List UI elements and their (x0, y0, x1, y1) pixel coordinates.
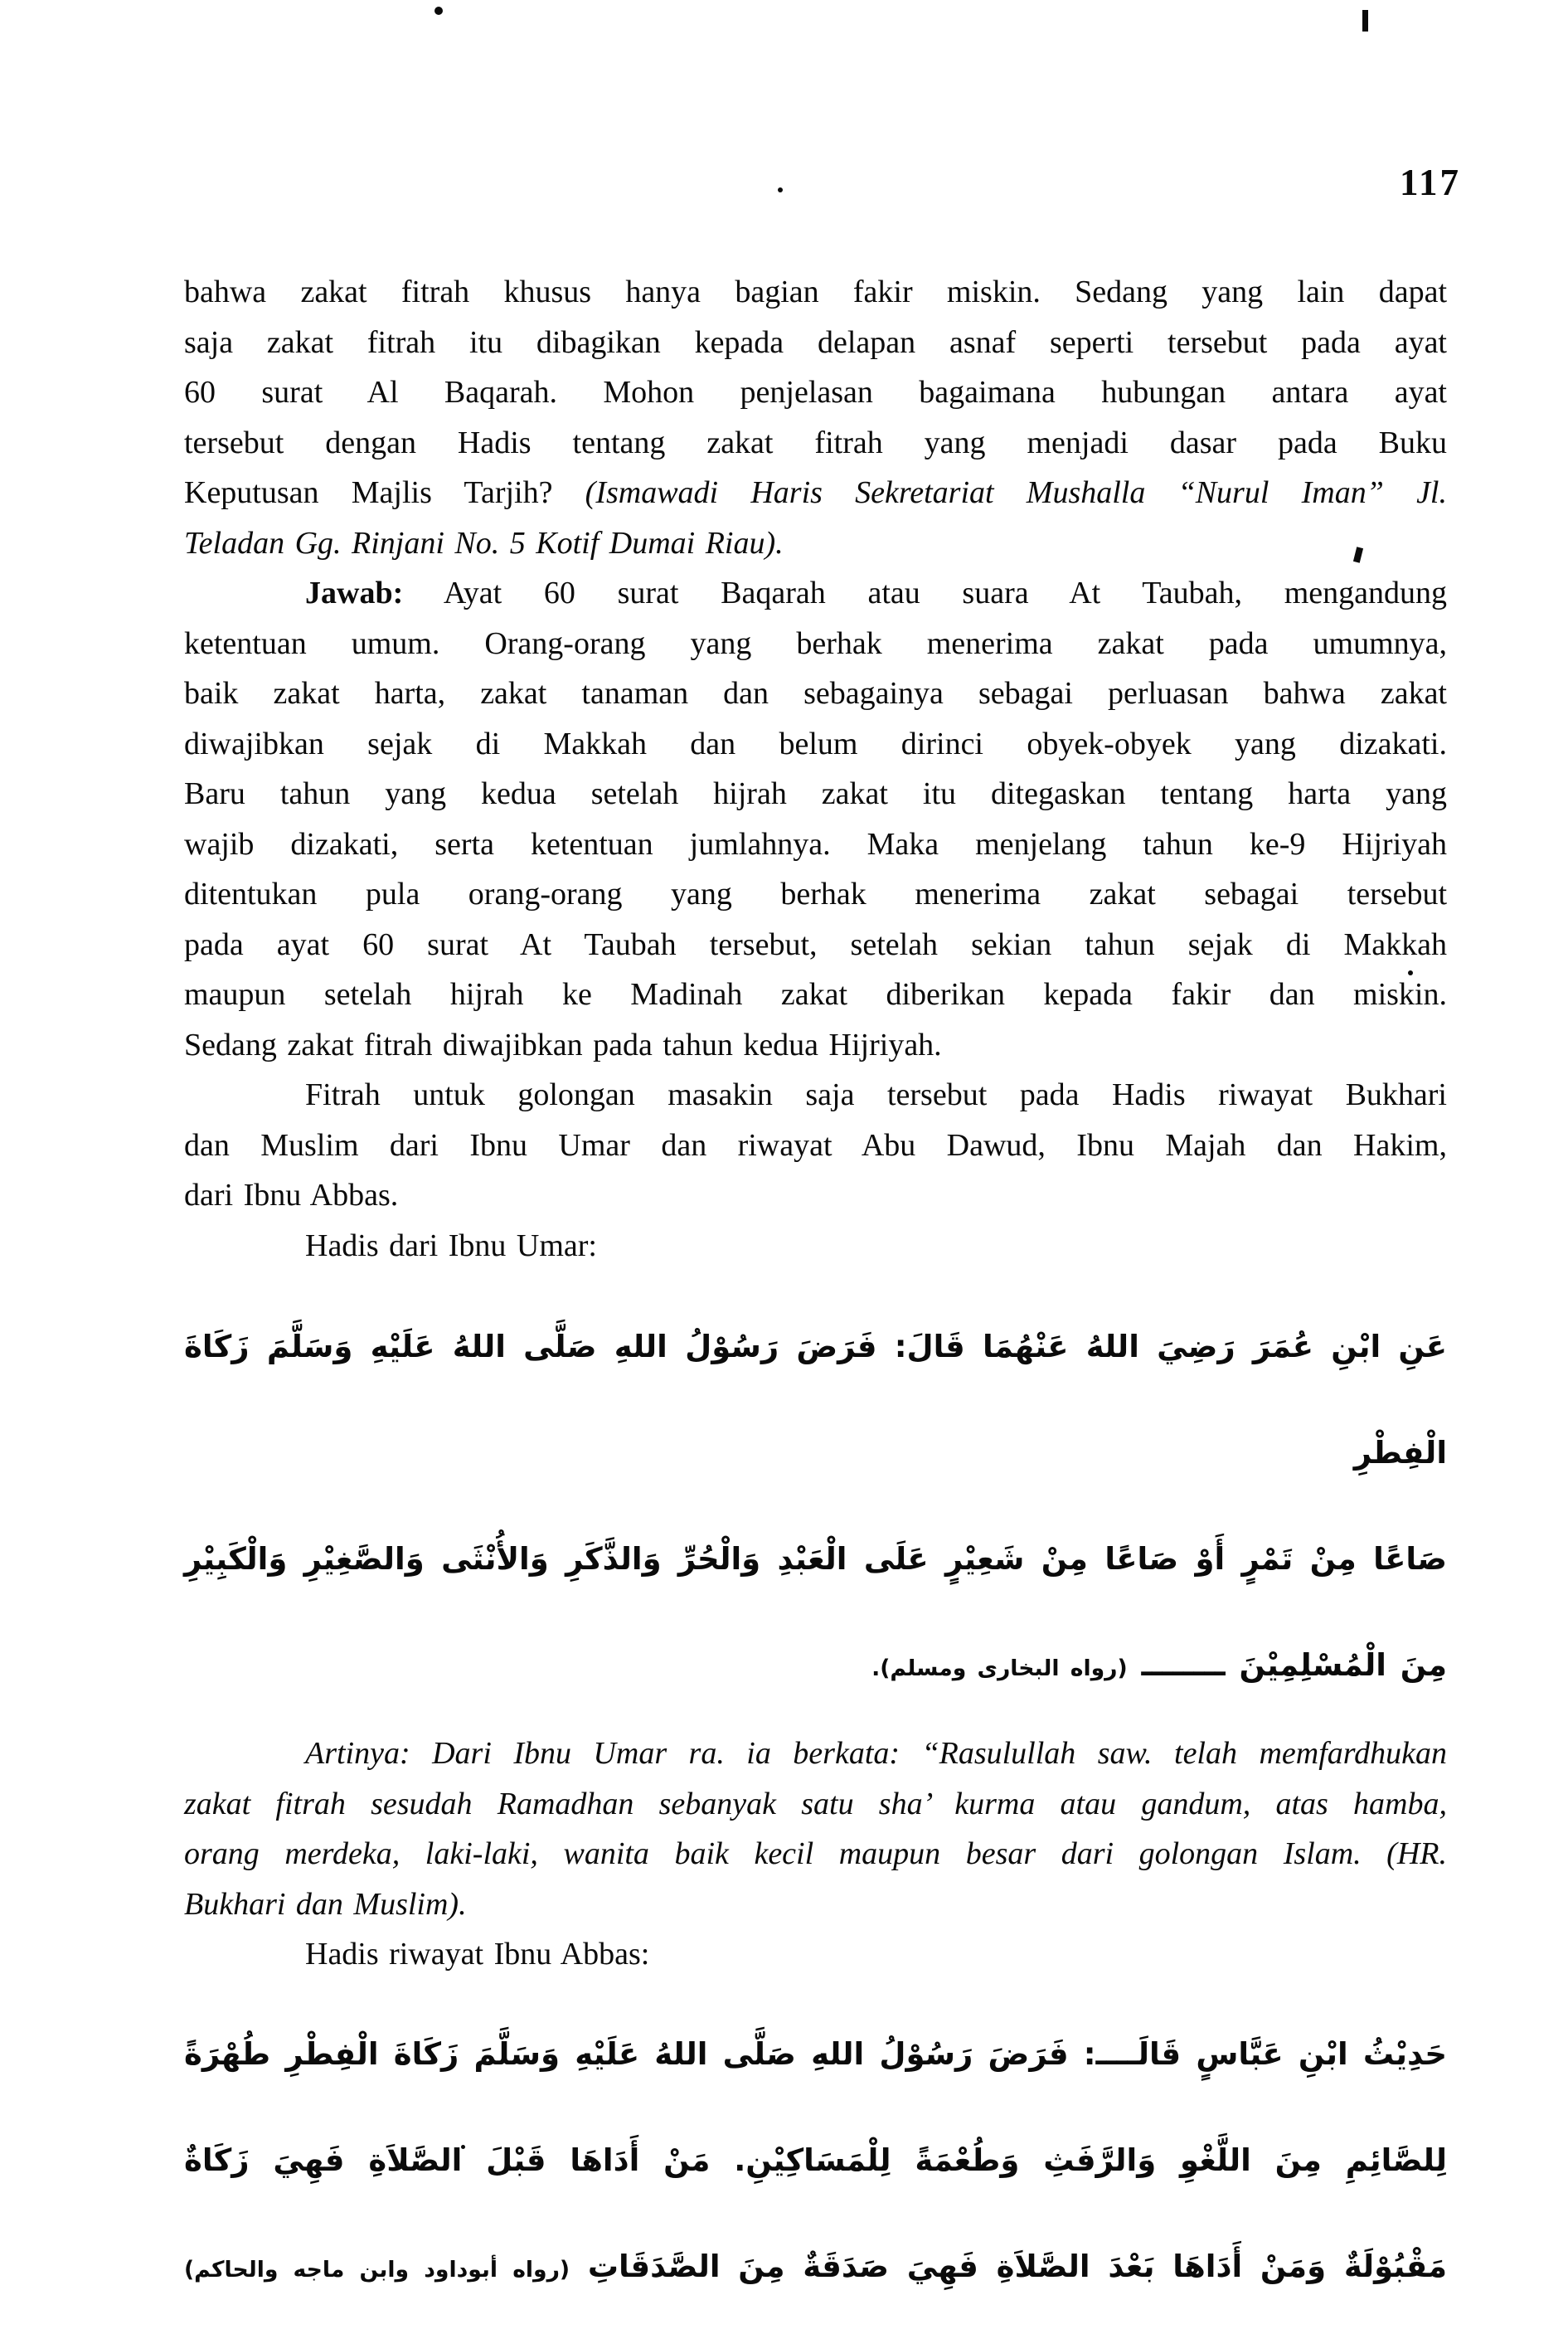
text-line: pada ayat 60 surat At Taubah tersebut, setelah sekian tahun sejak di Makkah (184, 926, 1447, 962)
scan-speck (434, 7, 443, 15)
arabic-line: صَاعًا مِنْ تَمْرٍ أَوْ صَاعًا مِنْ شَعِيْرٍ عَلَى الْعَبْدِ وَالْحُرِّ وَالذَّكَرِ وَالأُنْثَى وَالصَّغِيْرِ وَالْكَبِيْرِ (184, 1541, 1447, 1577)
hadith-umar-heading: Hadis dari Ibnu Umar: (305, 1228, 597, 1263)
citation-segment: (Ismawadi Haris Sekretariat Mushalla “Nurul Iman” Jl. (585, 475, 1447, 510)
scan-speck (1362, 10, 1368, 32)
arabic-line (184, 1612, 1447, 1722)
arabic-segment: مِنَ الْمُسْلِمِيْنَ ــــــــ (1127, 1647, 1447, 1683)
text-line: Sedang zakat fitrah diwajibkan pada tahun kedua Hijriyah. (184, 1027, 942, 1062)
text-line: wajib dizakati, serta ketentuan jumlahnya. Maka menjelang tahun ke-9 Hijriyah (184, 826, 1447, 862)
translation-umar (184, 1729, 1447, 1929)
text-line: saja zakat fitrah itu dibagikan kepada delapan asnaf seperti tersebut pada ayat (184, 324, 1447, 360)
text-line: maupun setelah hijrah ke Madinah zakat diberikan kepada fakir dan miskin. (184, 977, 1447, 1012)
text-line: Artinya: Dari Ibnu Umar ra. ia berkata: “Rasulullah saw. telah memfardhukan (305, 1736, 1447, 1771)
text-line (184, 568, 1447, 619)
text-line: ketentuan umum. Orang-orang yang berhak menerima zakat pada umumnya, (184, 625, 1447, 661)
text-segment: Keputusan Majlis Tarjih? (184, 475, 585, 510)
text-line: orang merdeka, laki-laki, wanita baik kecil maupun besar dari golongan Islam. (HR. (184, 1836, 1447, 1871)
citation-line: Teladan Gg. Rinjani No. 5 Kotif Dumai Riau). (184, 525, 784, 561)
text-line: dan Muslim dari Ibnu Umar dan riwayat Abu Dawud, Ibnu Majah dan Hakim, (184, 1127, 1447, 1163)
arabic-segment: مَقْبُوْلَةٌ وَمَنْ أَدَاهَا بَعْدَ الصَّلاَةِ فَهِيَ صَدَقَةٌ مِنَ الصَّدَقَاتِ (570, 2248, 1447, 2284)
page-number: 117 (1400, 162, 1462, 203)
text-line: bahwa zakat fitrah khusus hanya bagian fakir miskin. Sedang yang lain dapat (184, 275, 1447, 309)
hadith-abbas-heading: Hadis riwayat Ibnu Abbas: (305, 1937, 650, 1972)
text-line: 60 surat Al Baqarah. Mohon penjelasan bagaimana hubungan antara ayat (184, 375, 1447, 410)
text-line: diwajibkan sejak di Makkah dan belum dirinci obyek-obyek yang dizakati. (184, 726, 1447, 761)
text-line: Bukhari dan Muslim). (184, 1886, 467, 1922)
text-line: baik zakat harta, zakat tanaman dan sebagainya sebagai perluasan bahwa zakat (184, 676, 1447, 711)
text-segment: Ayat 60 surat Baqarah atau suara At Taubah, mengandung (403, 576, 1447, 610)
text-line (184, 468, 1447, 518)
text-line: Fitrah untuk golongan masakin saja tersebut pada Hadis riwayat Bukhari (305, 1077, 1447, 1112)
arabic-line: عَنِ ابْنِ عُمَرَ رَضِيَ اللهُ عَنْهُمَا قَالَ: فَرَضَ رَسُوْلُ اللهِ صَلَّى اللهُ عَلَيْهِ وَسَلَّمَ زَكَاةَ الْفِطْرِ (184, 1329, 1447, 1471)
text-line: ditentukan pula orang-orang yang berhak menerima zakat sebagai tersebut (184, 877, 1447, 912)
text-line: dari Ibnu Abbas. (184, 1178, 399, 1213)
paragraph-question (184, 267, 1447, 568)
scan-speck (778, 187, 783, 192)
arabic-hadith-abbas (184, 2001, 1447, 2323)
text-line: Baru tahun yang kedua setelah hijrah zakat itu ditegaskan tentang harta yang (184, 776, 1447, 811)
text-column (184, 267, 1447, 2323)
text-line: tersebut dengan Hadis tentang zakat fitrah yang menjadi dasar pada Buku (184, 425, 1447, 460)
answer-label: Jawab: (305, 576, 404, 610)
text-line: zakat fitrah sesudah Ramadhan sebanyak satu sha’ kurma atau gandum, atas hamba, (184, 1786, 1447, 1821)
arabic-line (184, 2214, 1447, 2323)
arabic-hadith-umar (184, 1294, 1447, 1722)
arabic-line: لِلصَّائِمِ مِنَ اللَّغْوِ وَالرَّفَثِ وَطُعْمَةً لِلْمَسَاكِيْنِ. مَنْ أَدَاهَا قَبْلَ الصَّلاَةِ فَهِيَ زَكَاةٌ (184, 2142, 1447, 2178)
paragraph-answer (184, 568, 1447, 1070)
arabic-line: حَدِيْثُ ابْنِ عَبَّاسٍ قَالَــــ: فَرَضَ رَسُوْلُ اللهِ صَلَّى اللهُ عَلَيْهِ وَسَلَّمَ زَكَاةَ الْفِطْرِ طُهْرَةً (184, 2035, 1447, 2072)
paragraph-fitrah (184, 1070, 1447, 1221)
hadith-source: (رواه أبوداود وابن ماجه والحاكم) (184, 2256, 570, 2283)
hadith-source: (رواه البخارى ومسلم). (871, 1656, 1128, 1681)
